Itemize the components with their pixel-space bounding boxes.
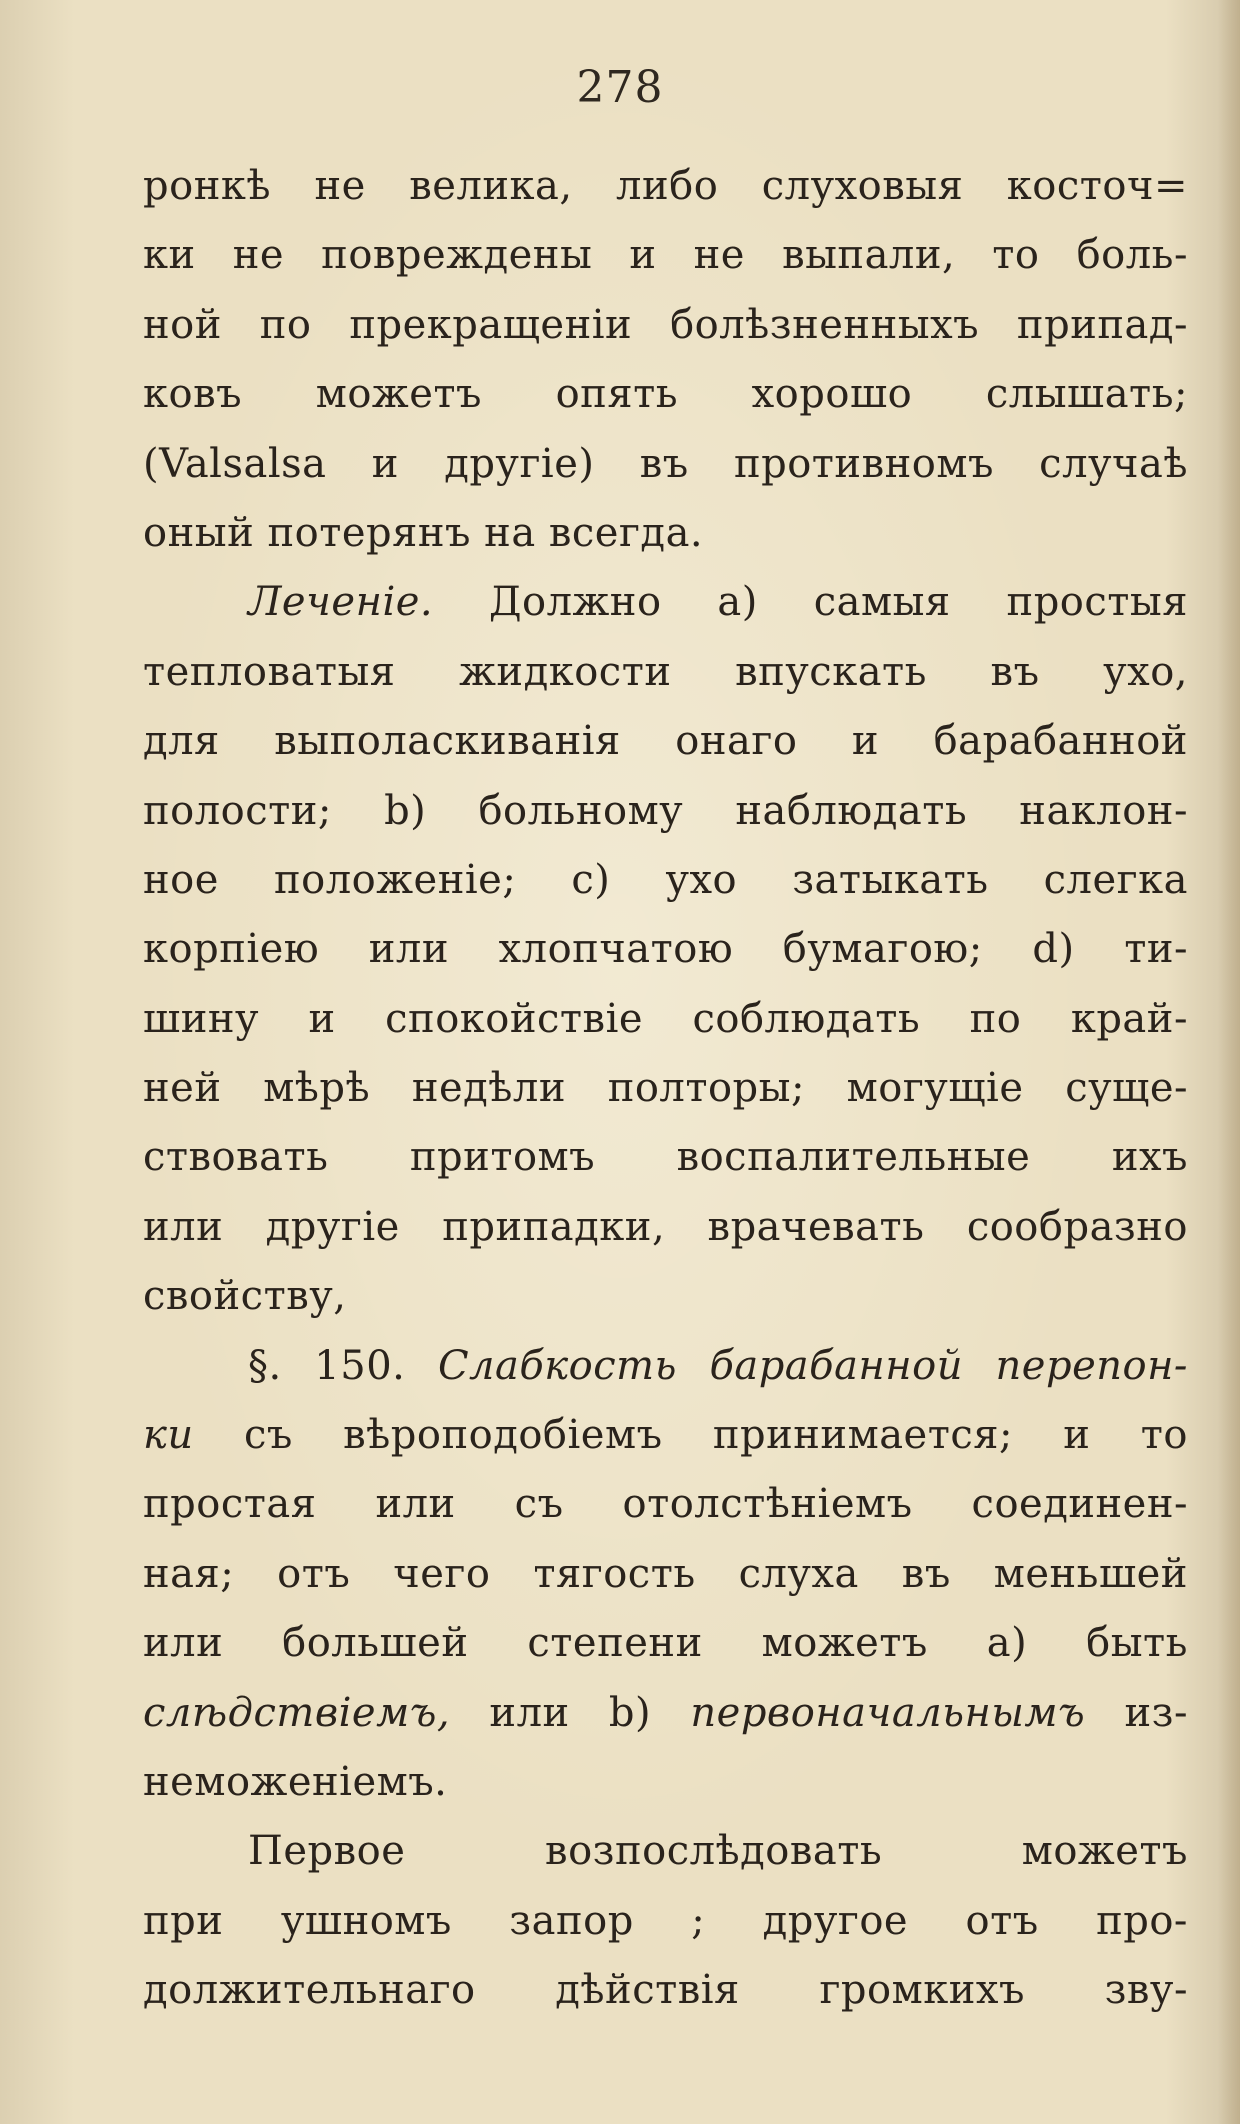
word: можетъ: [315, 371, 482, 418]
word: жидкости: [459, 648, 672, 695]
word: больному: [478, 787, 684, 834]
word: или: [143, 1203, 224, 1250]
text-line: [143, 221, 1188, 290]
word: отъ: [277, 1550, 351, 1597]
word: съ: [243, 1412, 293, 1459]
word: выполаскиванія: [274, 718, 621, 765]
text-line: [143, 1054, 1188, 1123]
word: принимается;: [712, 1412, 1013, 1459]
word: должительнаго: [143, 1967, 476, 2014]
word: ная;: [143, 1550, 235, 1597]
text-line: [143, 638, 1188, 707]
word: ;: [691, 1897, 706, 1944]
word: b): [384, 787, 427, 834]
word: ковъ: [143, 371, 243, 418]
word: мѣрѣ: [263, 1065, 371, 1112]
word: большей: [282, 1620, 469, 1667]
word: бумагою;: [782, 926, 983, 973]
word: полости;: [143, 787, 332, 834]
word: перепон-: [995, 1342, 1188, 1389]
word: слуха: [738, 1550, 859, 1597]
word: чего: [393, 1550, 491, 1597]
word: соблюдать: [692, 995, 921, 1042]
word: другіе: [265, 1203, 400, 1250]
word: самыя: [813, 579, 951, 626]
word: хорошо: [751, 371, 913, 418]
word: дѣйствія: [555, 1967, 740, 2014]
word: хлопчатою: [498, 926, 734, 973]
word: сообразно: [966, 1203, 1188, 1250]
word: степени: [527, 1620, 703, 1667]
word: припад-: [1016, 301, 1188, 348]
word: ки: [143, 232, 196, 279]
text-line: [143, 1193, 1188, 1262]
text-line: [143, 1470, 1188, 1539]
text-line: [143, 1332, 1188, 1401]
word: спокойствіе: [385, 995, 644, 1042]
word: Леченіе.: [248, 579, 434, 626]
word: случаѣ: [1039, 440, 1188, 487]
word: тягость: [533, 1550, 696, 1597]
text-line: [143, 152, 1188, 221]
text-line: [143, 1817, 1188, 1886]
word: и: [629, 232, 657, 279]
word: прекращеніи: [349, 301, 633, 348]
word: врачевать: [707, 1203, 925, 1250]
word: другое: [762, 1897, 909, 1944]
word: меньшей: [993, 1550, 1188, 1597]
text-line: [143, 915, 1188, 984]
word: или: [375, 1481, 456, 1528]
word: либо: [616, 163, 719, 209]
word: простыя: [1006, 579, 1188, 626]
text-line: [143, 1609, 1188, 1678]
word: соединен-: [971, 1481, 1188, 1528]
page-number: 278: [576, 62, 664, 113]
text-line: [143, 360, 1188, 429]
word: впускать: [735, 648, 927, 695]
word: неможеніемъ.: [143, 1758, 448, 1805]
word: (Valsalsa: [143, 440, 327, 487]
text-line: [143, 846, 1188, 915]
word: полторы;: [607, 1065, 805, 1112]
text-line: [143, 291, 1188, 360]
word: притомъ: [409, 1134, 596, 1181]
word: или: [489, 1689, 570, 1736]
word: тепловатыя: [143, 648, 396, 695]
word: ухо,: [1103, 648, 1188, 695]
word: зву-: [1104, 1967, 1188, 2014]
word: воспалительные: [676, 1134, 1031, 1181]
word: не: [693, 232, 745, 279]
word: ней: [143, 1065, 222, 1112]
word: могущіе: [846, 1065, 1024, 1112]
word: и: [308, 995, 336, 1042]
word: затыкать: [792, 856, 989, 903]
word: а): [717, 579, 758, 626]
word: не: [232, 232, 285, 279]
word: въ: [901, 1550, 951, 1597]
word: онаго: [675, 718, 798, 765]
word: повреждены: [321, 232, 593, 279]
word: а): [986, 1620, 1028, 1667]
word: наклон-: [1019, 787, 1188, 834]
word: 150.: [314, 1342, 406, 1389]
word: велика,: [409, 163, 573, 209]
word: то: [1140, 1412, 1188, 1459]
word: ствовать: [143, 1134, 329, 1181]
text-line: [143, 707, 1188, 776]
word: запор: [509, 1897, 634, 1944]
word: съ: [514, 1481, 564, 1528]
word: и: [1063, 1412, 1091, 1459]
word: простая: [143, 1481, 317, 1528]
word: ное: [143, 856, 219, 903]
word: слышать;: [985, 371, 1188, 418]
word: слѣдствіемъ,: [143, 1689, 451, 1736]
word: шину: [143, 995, 260, 1042]
word: ушномъ: [280, 1897, 452, 1944]
text-line: [143, 568, 1188, 637]
text-line: [143, 1887, 1188, 1956]
word: Слабкость: [437, 1342, 677, 1389]
word: ной: [143, 301, 222, 348]
word: ти-: [1124, 926, 1188, 973]
word: и: [371, 440, 399, 487]
word: въ: [639, 440, 689, 487]
word: или: [368, 926, 449, 973]
word: можетъ: [1021, 1828, 1188, 1875]
word: недѣли: [411, 1065, 566, 1112]
word: ухо: [665, 856, 738, 903]
word: край-: [1070, 995, 1188, 1042]
word: c): [571, 856, 611, 903]
word: по: [259, 301, 312, 348]
word: наблюдать: [735, 787, 968, 834]
word: барабанной: [933, 718, 1188, 765]
word: ихъ: [1111, 1134, 1188, 1181]
word: боль-: [1076, 232, 1188, 279]
word: ронкѣ: [143, 163, 271, 209]
word: оный потерянъ на всегда.: [143, 509, 704, 556]
text-line: [143, 430, 1188, 499]
text-line: [143, 1123, 1188, 1192]
word: Первое: [248, 1828, 406, 1875]
word: припадки,: [442, 1203, 666, 1250]
word: по: [969, 995, 1022, 1042]
word: не: [314, 163, 366, 209]
word: для: [143, 718, 220, 765]
text-line: [143, 1401, 1188, 1470]
body-text: [143, 152, 1188, 2026]
word: суще-: [1065, 1065, 1188, 1112]
word: въ: [990, 648, 1040, 695]
text-line: [143, 1679, 1188, 1748]
word: первоначальнымъ: [690, 1689, 1086, 1736]
word: ки: [143, 1412, 194, 1459]
word: и: [851, 718, 880, 765]
word: выпали,: [782, 232, 956, 279]
word: барабанной: [709, 1342, 963, 1389]
word: косточ=: [1006, 163, 1188, 209]
text-line: [143, 1748, 1188, 1817]
word: свойству,: [143, 1273, 347, 1320]
text-line: [143, 1956, 1188, 2025]
word: b): [608, 1689, 652, 1736]
text-line: [143, 1262, 1188, 1331]
word: то: [992, 232, 1040, 279]
text-line: [143, 1540, 1188, 1609]
word: d): [1032, 926, 1075, 973]
word: вѣроподобіемъ: [343, 1412, 663, 1459]
word: можетъ: [761, 1620, 928, 1667]
word: отолстѣніемъ: [622, 1481, 913, 1528]
word: корпіею: [143, 926, 320, 973]
word: быть: [1086, 1620, 1188, 1667]
word: возпослѣдовать: [545, 1828, 883, 1875]
word: другіе): [444, 440, 595, 487]
word: про-: [1096, 1897, 1188, 1944]
word: болѣзненныхъ: [670, 301, 980, 348]
word: положеніе;: [273, 856, 517, 903]
word: противномъ: [733, 440, 994, 487]
word: из-: [1124, 1689, 1188, 1736]
word: слегка: [1043, 856, 1188, 903]
word: при: [143, 1897, 224, 1944]
word: громкихъ: [819, 1967, 1025, 2014]
word: §.: [248, 1342, 282, 1389]
word: опять: [555, 371, 678, 418]
word: Должно: [489, 579, 662, 626]
word: отъ: [965, 1897, 1039, 1944]
text-line: [143, 985, 1188, 1054]
word: или: [143, 1620, 224, 1667]
text-line: [143, 777, 1188, 846]
text-line: [143, 499, 1188, 568]
word: слуховыя: [761, 163, 964, 209]
